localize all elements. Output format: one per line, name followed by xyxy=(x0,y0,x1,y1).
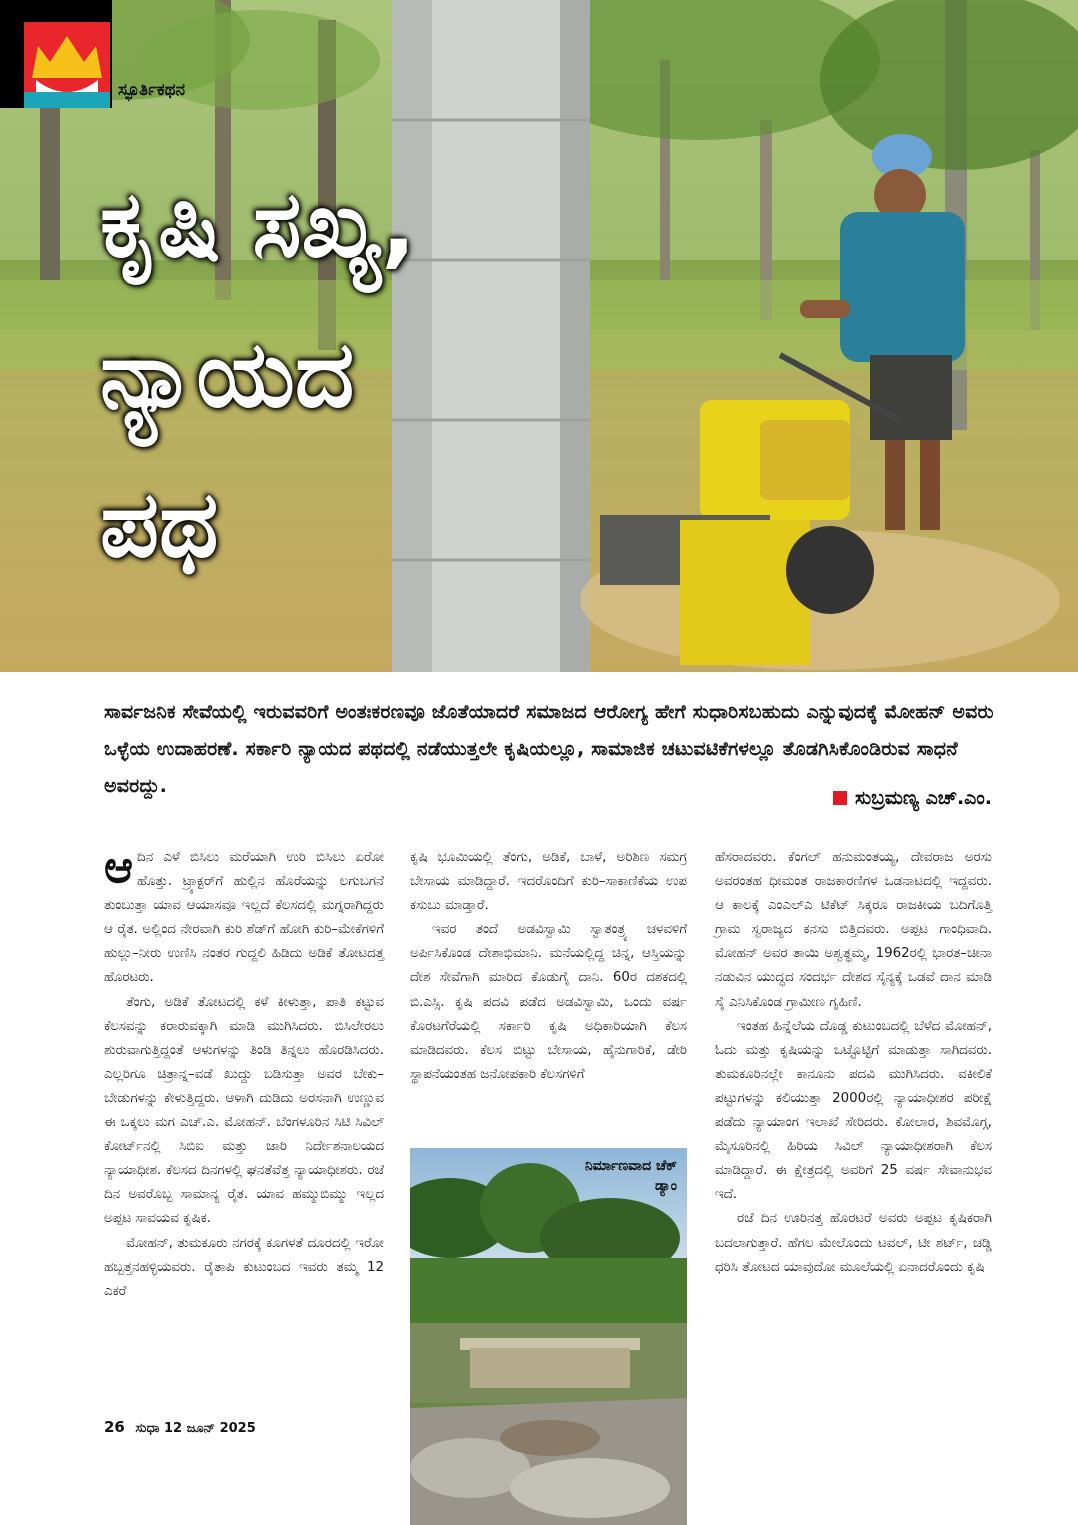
byline xyxy=(833,787,992,809)
paragraph: ಮೋಹನ್, ತುಮಕೂರು ನಗರಕ್ಕೆ ಕೂಗಳತೆ ದೂರದಲ್ಲಿ ಇರೋ ಹಬ್ಬತ್ತನಹಳ್ಳಿಯವರು. ರೈತಾಪಿ ಕುಟುಂಬದ ಇವರು ತಮ್ಮ 12 ಎಕರೆ xyxy=(104,1235,384,1299)
magazine-logo xyxy=(0,0,112,108)
paragraph: ಹೆಸರಾದವರು. ಕೆಂಗಲ್ ಹನುಮಂತಯ್ಯ, ದೇವರಾಜ ಅರಸು ಅವರಂತಹ ಧೀಮಂತ ರಾಜಕಾರಣಿಗಳ ಒಡನಾಟದಲ್ಲಿ ಇದ್ದವರು. ಆ ಕಾಲಕ್ಕೆ ಎಂಎಲ್‌ಎ ಟಿಕೆಟ್ ಸಿಕ್ಕರೂ ರಾಜಕೀಯ ಬದಿಗೊತ್ತಿ ಗ್ರಾಮ ಸ್ವರಾಜ್ಯದ ಕನಸು ಬಿತ್ತಿದವರು. ಅಪ್ಪಟ ಗಾಂಧಿವಾದಿ. ಮೋಹನ್ ಅವರ ತಾಯಿ ಅಶ್ವತ್ಥಮ್ಮ, 1962ರಲ್ಲಿ ಭಾರತ–ಚೀನಾ ನಡುವಿನ ಯುದ್ಧದ ಸಂದರ್ಭ ದೇಶದ ಸೈನ್ಯಕ್ಕೆ ಒಡವೆ ದಾನ ಮಾಡಿ ಸೈ ಎನಿಸಿಕೊಂಡ ಗ್ರಾಮೀಣ ಗೃಹಿಣಿ. xyxy=(715,850,992,1010)
checkdam-illustration xyxy=(410,1148,687,1525)
page-footer xyxy=(104,1418,256,1436)
headline-line-2: ನ್ಯಾಯದ xyxy=(100,321,355,428)
paragraph: ಇಂತಹ ಹಿನ್ನೆಲೆಯ ದೊಡ್ಡ ಕುಟುಂಬದಲ್ಲಿ ಬೆಳೆದ ಮೋಹನ್, ಓದು ಮತ್ತು ಕೃಷಿಯನ್ನು ಒಟ್ಟೊಟ್ಟಿಗೆ ಮಾಡುತ್ತಾ ಸಾಗಿದವರು. ತುಮಕೂರಿನಲ್ಲೇ ಕಾನೂನು ಪದವಿ ಮುಗಿಸಿದರು. ವಕೀಲಿಕೆ ಪಟ್ಟುಗಳನ್ನು ಕಲಿಯುತ್ತಾ 2000ರಲ್ಲಿ ನ್ಯಾಯಾಧೀಶರ ಪರೀಕ್ಷೆ ಪಡೆದು ನ್ಯಾಯಾಂಗ ಇಲಾಖೆ ಸೇರಿದರು. ಕೋಲಾರ, ಶಿವಮೊಗ್ಗ, ಮೈಸೂರಿನಲ್ಲಿ ಹಿರಿಯ ಸಿವಿಲ್ ನ್ಯಾಯಾಧೀಶರಾಗಿ ಕೆಲಸ ಮಾಡಿದ್ದಾರೆ. ಈ ಕ್ಷೇತ್ರದಲ್ಲಿ ಅವರಿಗೆ 25 ವರ್ಷ ಸೇವಾನುಭವ ಇದೆ. xyxy=(715,1018,992,1203)
byline-author: ಸುಬ್ರಮಣ್ಯ ಎಚ್‌.ಎಂ. xyxy=(855,787,992,809)
headline-line-1: ಕೃಷಿ ಸಖ್ಯ, xyxy=(100,171,417,278)
standfirst: ಸಾರ್ವಜನಿಕ ಸೇವೆಯಲ್ಲಿ ಇರುವವರಿಗೆ ಅಂತಃಕರಣವೂ ಜೊತೆಯಾದರೆ ಸಮಾಜದ ಆರೋಗ್ಯ ಹೇಗೆ ಸುಧಾರಿಸಬಹುದು ಎನ್ನುವುದಕ್ಕೆ ಮೋಹನ್ ಅವರು ಒಳ್ಳೆಯ ಉದಾಹರಣೆ. ಸರ್ಕಾರಿ ನ್ಯಾಯದ ಪಥದಲ್ಲಿ ನಡೆಯುತ್ತಲೇ ಕೃಷಿಯಲ್ಲೂ, ಸಾಮಾಜಿಕ ಚಟುವಟಿಕೆಗಳಲ್ಲೂ ತೊಡಗಿಸಿಕೊಂಡಿರುವ ಸಾಧನೆ ಅವರದ್ದು. xyxy=(104,701,994,797)
headline-line-3: ಪಥ xyxy=(100,471,219,578)
paragraph: ಇವರ ತಂದೆ ಅಡವಿಸ್ವಾಮಿ ಸ್ವಾತಂತ್ರ್ಯ ಚಳವಳಿಗೆ ಅರ್ಪಿಸಿಕೊಂಡ ದೇಶಾಭಿಮಾನಿ. ಮನೆಯಲ್ಲಿದ್ದ ಚಿನ್ನ, ಆಸ್ತಿಯನ್ನು ದೇಶ ಸೇವೆಗಾಗಿ ಮಾರಿದ ಕೊಡುಗೈ ದಾನಿ. 60ರ ದಶಕದಲ್ಲಿ ಬಿ.ಎಸ್ಸಿ. ಕೃಷಿ ಪದವಿ ಪಡೆದ ಅಡವಿಸ್ವಾಮಿ, ಒಂದು ವರ್ಷ ಕೊರಟಗೆರೆಯಲ್ಲಿ ಸರ್ಕಾರಿ ಕೃಷಿ ಅಧಿಕಾರಿಯಾಗಿ ಕೆಲಸ ಮಾಡಿದವರು. ಕೆಲಸ ಬಿಟ್ಟು ಬೇಸಾಯ, ಹೈನುಗಾರಿಕೆ, ಡೇರಿ ಸ್ಥಾಪನೆಯಂತಹ ಜನೋಪಕಾರಿ ಕೆಲಸಗಳಿಗೆ xyxy=(410,922,687,1082)
section-kicker: ಸ್ಫೂರ್ತಿಕಥನ xyxy=(118,80,186,100)
checkdam-photo xyxy=(410,1148,687,1525)
article-column-3 xyxy=(715,846,992,1280)
page-number: 26 xyxy=(104,1418,125,1436)
paragraph: ಕೃಷಿ ಭೂಮಿಯಲ್ಲಿ ತೆಂಗು, ಅಡಿಕೆ, ಬಾಳೆ, ಅರಿಶಿಣ ಸಮಗ್ರ ಬೇಸಾಯ ಮಾಡಿದ್ದಾರೆ. ಇದರೊಂದಿಗೆ ಕುರಿ–ಸಾಕಾಣಿಕೆಯ ಉಪ ಕಸುಬು ಮಾಡ್ತಾರೆ. xyxy=(410,850,687,914)
article-column-1 xyxy=(104,842,384,1304)
logo-emblem xyxy=(24,22,110,108)
paragraph: ರಜೆ ದಿನ ಊರಿನತ್ತ ಹೊರಟರೆ ಅವರು ಅಪ್ಪಟ ಕೃಷಿಕರಾಗಿ ಬದಲಾಗುತ್ತಾರೆ. ಹೆಗಲ ಮೇಲೊಂದು ಟವಲ್, ಟೀ ಶರ್ಟ್, ಚಡ್ಡಿ ಧರಿಸಿ ತೋಟದ ಯಾವುದೋ ಮೂಲೆಯಲ್ಲಿ ಏನಾದರೊಂದು ಕೃಷಿ xyxy=(715,1211,992,1275)
byline-marker xyxy=(833,791,847,805)
paragraph-text: ದಿನ ಎಳೆ ಬಿಸಿಲು ಮರೆಯಾಗಿ ಉರಿ ಬಿಸಿಲು ಏರೋ ಹೊತ್ತು. ಟ್ರ್ಯಾಕ್ಟರ್‌ಗೆ ಹುಲ್ಲಿನ ಹೊರೆಯನ್ನು ಲಗುಬಗನೆ ತುಂಬುತ್ತಾ ಯಾವ ಆಯಾಸವೂ ಇಲ್ಲದೆ ಕೆಲಸದಲ್ಲಿ ಮಗ್ನರಾಗಿದ್ದರು ಆ ರೈತ. ಅಲ್ಲಿಂದ ನೇರವಾಗಿ ಕುರಿ ಶೆಡ್‌ಗೆ ಹೋಗಿ ಕುರಿ–ಮೇಕೆಗಳಿಗೆ ಹುಲ್ಲು–ನೀರು ಉಣಿಸಿ ನಂತರ ಗುದ್ದಲಿ ಹಿಡಿದು ಅಡಿಕೆ ತೋಟದತ್ತ ಹೊರಟರು. xyxy=(104,850,384,986)
magazine-name: ಸುಧಾ xyxy=(135,1421,160,1436)
headline xyxy=(100,150,620,600)
hero-photo xyxy=(0,0,1078,672)
photo-caption: ನಿರ್ಮಾಣವಾದ ಚೆಕ್ ಡ್ಯಾಂ xyxy=(584,1158,677,1194)
paragraph xyxy=(104,842,384,991)
drop-cap: ಆ xyxy=(104,842,134,893)
paragraph: ತೆಂಗು, ಅಡಿಕೆ ತೋಟದಲ್ಲಿ ಕಳೆ ಕೀಳುತ್ತಾ, ಪಾತಿ ಕಟ್ಟುವ ಕೆಲಸವನ್ನು ಕರಾರುವಕ್ಕಾಗಿ ಮಾಡಿ ಮುಗಿಸಿದರು. ಬಿಸಿಲೇರಲು ಶುರುವಾಗುತ್ತಿದ್ದಂತೆ ಆಳುಗಳನ್ನು ತಿಂಡಿ ತಿನ್ನಲು ಹೊರಡಿಸಿದರು. ಎಲ್ಲರಿಗೂ ಚಿತ್ರಾನ್ನ–ವಡೆ ಖುದ್ದು ಬಡಿಸುತ್ತಾ ಅವರ ಬೇಕು–ಬೇಡುಗಳನ್ನು ಕೇಳುತ್ತಿದ್ದರು. ಆಳಾಗಿ ದುಡಿದು ಅರಸನಾಗಿ ಉಣ್ಣುವ ಈ ಒಕ್ಕಲು ಮಗ ಎಚ್‌.ಎ. ಮೋಹನ್. ಬೆಂಗಳೂರಿನ ಸಿಟಿ ಸಿವಿಲ್ ಕೋರ್ಟ್‌ನಲ್ಲಿ ಸಿಬಿಐ ಮತ್ತು ಜಾರಿ ನಿರ್ದೇಶನಾಲಯದ ನ್ಯಾಯಾಧೀಶ. ಕೆಲಸದ ದಿನಗಳಲ್ಲಿ ಘನತೆವೆತ್ತ ನ್ಯಾಯಾಧೀಶರು. ರಜೆ ದಿನ ಅವರೊಬ್ಬ ಸಾಮಾನ್ಯ ರೈತ. ಯಾವ ಹಮ್ಮುಬಿಮ್ಮು ಇಲ್ಲದ ಅಪ್ಪಟ ಸಾವಯವ ಕೃಷಿಕ. xyxy=(104,994,384,1227)
issue-date: 12 ಜೂನ್ 2025 xyxy=(163,1421,256,1436)
article-column-2 xyxy=(410,846,687,1087)
